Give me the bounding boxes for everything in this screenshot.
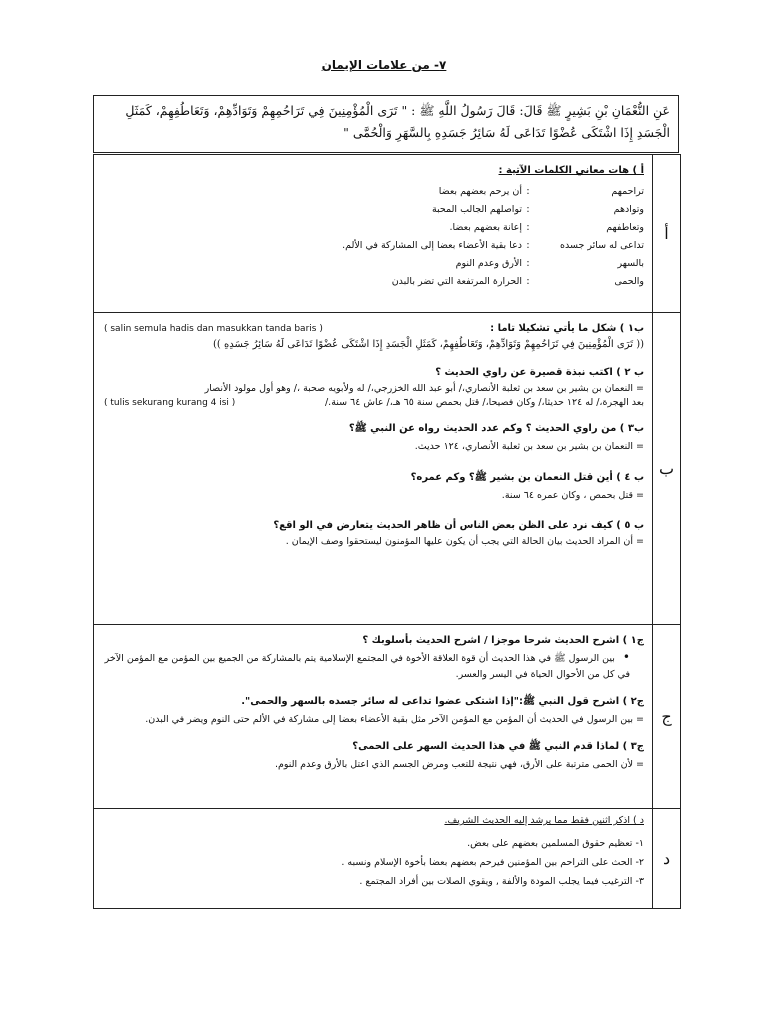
- section-a-heading: أ ) هات معاني الكلمات الآتية :: [498, 165, 644, 176]
- vocab-word: وتعاطفهم: [606, 221, 644, 233]
- b3-answer: = النعمان بن بشير بن سعد بن ثعلبة الأنصاري، ١٢٤ حديث.: [414, 441, 644, 452]
- section-a-label: أ: [653, 155, 681, 313]
- vocab-sep: :: [526, 203, 530, 215]
- vocab-meaning: تواصلهم الجالب المحبة: [431, 203, 522, 215]
- vocab-sep: :: [526, 221, 530, 233]
- j2-answer: = بين الرسول في الحديث أن المؤمن مع المؤمن الآخر مثل بقية الأعضاء بعضا إلى مشاركة في الألم حتى النوم ويضر في البدن.: [145, 714, 644, 725]
- vocab-word: تداعى له سائر جسده: [560, 239, 644, 251]
- list-item: ١- تعظيم حقوق المسلمين بعضهم على بعض.: [467, 838, 644, 849]
- b5-answer: = أن المراد الحديث بيان الحالة التي يجب أن يكون عليها المؤمنون ليستحقوا وصف الإيمان .: [285, 536, 644, 547]
- vocab-row: [104, 182, 644, 200]
- vocab-sep: :: [526, 257, 530, 269]
- b2-answer-row: [104, 397, 644, 408]
- vocab-word: تراحمهم: [611, 185, 644, 197]
- vocab-sep: :: [526, 239, 530, 251]
- j1-question: ج١ ) اشرح الحديث شرحا موجزا / اشرح الحديث بأسلوبك ؟: [362, 635, 644, 646]
- vocab-meaning: الحرارة المرتفعة التي تضر بالبدن: [391, 275, 522, 287]
- vocab-meaning: أن يرحم بعضهم بعضا: [438, 185, 522, 197]
- b1-question-row: [104, 317, 644, 334]
- vocab-sep: :: [526, 185, 530, 197]
- page-title: [0, 54, 768, 73]
- hadith-text: عَنِ النُّعْمَانِ بْنِ بَشِيرٍ ﷺ قَالَ: قَالَ رَسُولُ اللَّهِ ﷺ : " تَرَى الْمُؤْمِنِينَ فِي تَرَاحُمِهِمْ وَتَوَادِّهِمْ، وَتَعَاطُفِهِمْ، كَمَثَلِ الْجَسَدِ إِذَا اشْتَكَى عُضْوًا تَدَاعَى لَهُ سَائِرُ جَسَدِهِ بِالسَّهَرِ وَالْحُمَّى ": [125, 103, 670, 140]
- vocab-row: [104, 236, 644, 254]
- vocab-row: [104, 200, 644, 218]
- j1-answer: بين الرسول ﷺ في هذا الحديث أن قوة العلاقة الأخوة في المجتمع الإسلامية يتم بالمشاركة من الجميع بين المؤمن مع المؤمن الآخر في كل من الأحوال الحياة في اليسر والعسر.: [104, 653, 630, 680]
- section-j-label: ج: [653, 625, 681, 809]
- vocab-row: [104, 254, 644, 272]
- section-d: [94, 809, 652, 894]
- b5-question: ب ٥ ) كيف نرد على الظن بعض الناس أن ظاهر الحديث يتعارض في الو اقع؟: [273, 520, 644, 531]
- vocab-word: وتوادهم: [613, 203, 644, 215]
- b1-question: ب١ ) شكل ما يأتي تشكيلا تاما :: [490, 323, 644, 334]
- b4-question: ب ٤ ) أين قتل النعمان بن بشير ﷺ؟ وكم عمره؟: [410, 472, 644, 483]
- vocab-word: والحمى: [614, 275, 644, 287]
- section-d-heading: د ) اذكر اثنين فقط مما يرشد إليه الحديث الشريف.: [444, 815, 644, 826]
- vocab-meaning: إعانة بعضهم بعضا.: [449, 221, 522, 233]
- vocab-meaning: دعا بقية الأعضاء بعضا إلى المشاركة في الألم.: [342, 239, 522, 251]
- worksheet-table: [93, 154, 681, 909]
- j2-question: ج٢ ) اشرح قول النبي ﷺ:"إذا اشتكى عضوا تداعى له سائر جسده بالسهر والحمى".: [241, 696, 644, 707]
- list-item: ٣- الترغيب فيما يجلب المودة والألفة , ويقوي الصلات بين أفراد المجتمع .: [359, 876, 644, 887]
- j1-answer-list: [104, 649, 644, 683]
- list-item: ٢- الحث على التراحم بين المؤمنين فيرحم بعضهم بعضا بأخوة الإسلام ونسبه .: [341, 857, 644, 868]
- section-b-label: ب: [653, 313, 681, 625]
- b2-question: ب ٢ ) اكتب نبذة قصيرة عن راوي الحديث ؟: [435, 367, 644, 378]
- vocab-sep: :: [526, 275, 530, 287]
- section-b: [94, 313, 652, 554]
- b1-answer: (( تَرَى الْمُؤْمِنِينَ فِي تَرَاحُمِهِمْ وَتَوَادِّهِمْ، وَتَعَاطُفِهِمْ، كَمَثَلِ الْجَسَدِ إِذَا اشْتَكَى عُضْوًا تَدَاعَى لَهُ سَائِرُ جَسَدِهِ )): [213, 339, 644, 350]
- hadith-box: [93, 95, 679, 153]
- section-d-label: د: [653, 809, 681, 909]
- vocab-word: بالسهر: [617, 257, 644, 269]
- b1-note: ( salin semula hadis dan masukkan tanda baris ): [104, 324, 323, 334]
- b2-note: ( tulis sekurang kurang 4 isi ): [104, 398, 236, 408]
- section-a: [94, 155, 652, 294]
- vocab-row: [104, 272, 644, 290]
- list-item: [104, 649, 644, 683]
- vocab-meaning: الأرق وعدم النوم: [455, 257, 522, 269]
- b4-answer: = قتل بحمص ، وكان عمره ٦٤ سنة.: [501, 490, 644, 501]
- section-j: [94, 625, 652, 777]
- vocab-row: [104, 218, 644, 236]
- j3-question: ج٣ ) لماذا قدم النبي ﷺ في هذا الحديث السهر على الحمى؟: [352, 741, 644, 752]
- title-text: ٧- من علامات الإيمان: [321, 58, 447, 72]
- j3-answer: = لأن الحمى مترتبة على الأرق، فهي نتيجة للتعب ومرض الجسم الذي اعتل بالأرق وعدم النوم.: [274, 759, 644, 770]
- b2-answer-line2: بعد الهجرة،/ له ١٢٤ حديثا،/ وكان فصيحا،/ قتل بحمص سنة ٦٥ هـ،/ عاش ٦٤ سنة./: [324, 397, 644, 408]
- b2-answer-line1: = النعمان بن بشير بن سعد بن ثعلبة الأنصاري،/ أبو عبد الله الخزرجي،/ له ولأبويه صحبة ،/ وهو أول مولود الأنصار: [204, 383, 644, 394]
- b3-question: ب٣ ) من راوي الحديث ؟ وكم عدد الحديث رواه عن النبي ﷺ؟: [348, 423, 644, 434]
